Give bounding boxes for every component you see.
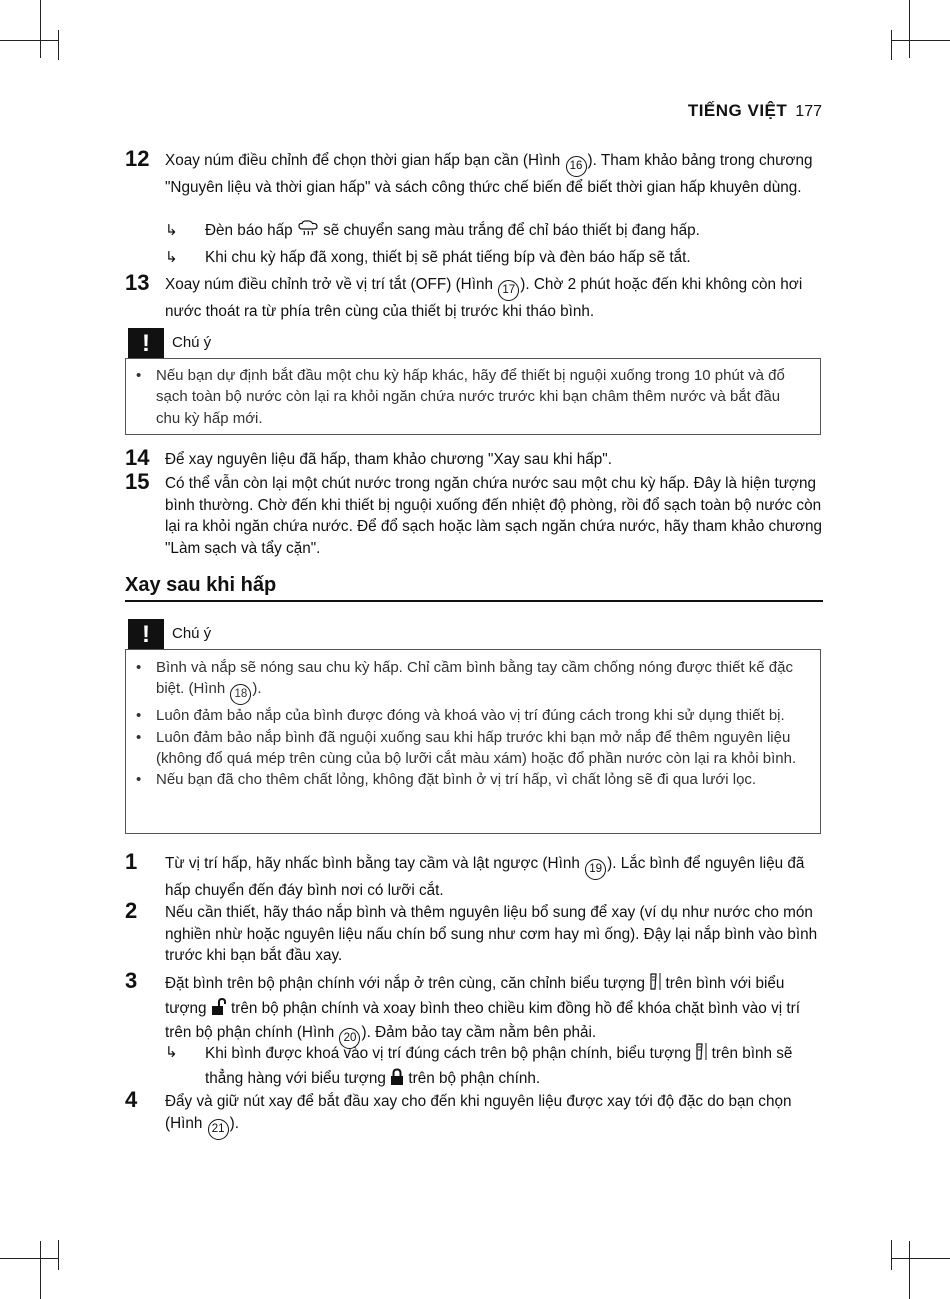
- step-result: ↳ Đèn báo hấp sẽ chuyển sang màu trắng để chỉ báo thiết bị đang hấp.: [165, 220, 825, 245]
- caution-header: [125, 619, 823, 650]
- caution-label: Chú ý: [172, 625, 212, 642]
- figure-ref: 19: [585, 859, 606, 880]
- crop-mark: [0, 1258, 58, 1259]
- step-number: 13: [125, 270, 150, 295]
- lock-icon: [390, 1068, 404, 1093]
- step-text: Đặt bình trên bộ phận chính với nắp ở trên cùng, căn chỉnh biểu tượng trên bình với biểu tượng trên bộ phận chính và xoay bình theo chiều kim đồng hồ để khóa chặt bình vào vị trí trên bộ phận chính (Hình 20 ). Đảm bảo tay cầm nằm bên phải.: [165, 972, 825, 1049]
- crop-mark: [58, 1240, 59, 1270]
- crop-mark: [892, 40, 950, 41]
- caution-box: [125, 358, 821, 435]
- crop-mark: [40, 1241, 41, 1299]
- step-number: 3: [125, 968, 138, 993]
- step-text: Đẩy và giữ nút xay để bắt đầu xay cho đến khi nguyên liệu được xay tới độ đặc do bạn chọn (Hình 21 ).: [165, 1091, 825, 1140]
- caution-item: • Nếu bạn đã cho thêm chất lỏng, không đặt bình ở vị trí hấp, vì chất lỏng sẽ đi qua lưới lọc.: [126, 769, 820, 790]
- jar-align-icon: [649, 972, 661, 998]
- step-text: Xoay núm điều chỉnh trở về vị trí tắt (OFF) (Hình 17 ). Chờ 2 phút hoặc đến khi không còn hơi nước thoát ra từ phía trên cùng của thiết bị trước khi tháo bình.: [165, 276, 803, 320]
- result-arrow-icon: ↳: [165, 249, 178, 266]
- step-15: [125, 469, 825, 559]
- caution-item: • Luôn đảm bảo nắp bình đã nguội xuống sau khi hấp trước khi bạn mở nắp để thêm nguyên liệu (không đổ quá mép trên cùng của bộ lưỡi cắt màu xám) hoặc đổ phần nước còn lại ra khỏi bình.: [126, 727, 820, 770]
- step-result: ↳ Khi chu kỳ hấp đã xong, thiết bị sẽ phát tiếng bíp và đèn báo hấp sẽ tắt.: [165, 247, 825, 269]
- figure-ref: 20: [339, 1028, 360, 1049]
- page-number: 177: [795, 103, 822, 120]
- result-arrow-icon: ↳: [165, 1044, 178, 1061]
- step-number: 4: [125, 1087, 138, 1112]
- figure-ref: 18: [230, 684, 251, 705]
- crop-mark: [58, 30, 59, 60]
- warning-icon: !: [128, 328, 164, 359]
- unlock-icon: [211, 998, 227, 1023]
- figure-ref: 17: [498, 280, 519, 301]
- caution-header: [125, 328, 823, 359]
- caution-item: • Bình và nắp sẽ nóng sau chu kỳ hấp. Chỉ cầm bình bằng tay cầm chống nóng được thiết kế đặc biệt. (Hình 18 ).: [126, 657, 820, 705]
- figure-ref: 16: [566, 156, 587, 177]
- step-number: 14: [125, 445, 150, 470]
- caution-label: Chú ý: [172, 334, 212, 351]
- crop-mark: [891, 1240, 892, 1270]
- step-number: 12: [125, 146, 150, 171]
- step-2: [125, 898, 825, 967]
- step-text: Có thể vẫn còn lại một chút nước trong ngăn chứa nước sau một chu kỳ hấp. Đây là hiện tượng bình thường. Chờ đến khi thiết bị nguội xuống đến nhiệt độ phòng, rồi đổ sạch toàn bộ nước còn lại ra khỏi ngăn chứa nước. Để đổ sạch hoặc làm sạch ngăn chứa nước, hãy tham khảo chương "Làm sạch và tẩy cặn".: [165, 475, 822, 557]
- crop-mark: [0, 40, 58, 41]
- caution-item: • Nếu bạn dự định bắt đầu một chu kỳ hấp khác, hãy để thiết bị nguội xuống trong 10 phút và đổ sạch toàn bộ nước còn lại ra khỏi ngăn chứa nước trước khi bạn châm thêm nước và bắt đầu chu kỳ hấp mới.: [126, 365, 820, 429]
- step-12: [125, 146, 825, 199]
- step-text: Từ vị trí hấp, hãy nhấc bình bằng tay cầm và lật ngược (Hình 19 ). Lắc bình để nguyên liệu đã hấp chuyển đến đáy bình nơi có lưỡi cắt.: [165, 855, 805, 899]
- step-1: [125, 849, 825, 902]
- crop-mark: [891, 30, 892, 60]
- figure-ref: 21: [208, 1119, 229, 1140]
- step-text: Xoay núm điều chỉnh để chọn thời gian hấp bạn cần (Hình 16 ). Tham khảo bảng trong chương "Nguyên liệu và thời gian hấp" và sách công thức chế biến để biết thời gian hấp khuyên dùng.: [165, 152, 813, 196]
- step-number: 2: [125, 898, 138, 923]
- step-3: [125, 968, 825, 1049]
- page-header: [688, 101, 822, 121]
- step-14: [125, 445, 825, 471]
- step-number: 15: [125, 469, 150, 494]
- crop-mark: [909, 1241, 910, 1299]
- step-4: [125, 1087, 825, 1140]
- crop-mark: [40, 0, 41, 58]
- caution-item: • Luôn đảm bảo nắp của bình được đóng và khoá vào vị trí đúng cách trong khi sử dụng thiết bị.: [126, 705, 820, 726]
- result-arrow-icon: ↳: [165, 222, 178, 239]
- language-label: TIẾNG VIỆT: [687, 101, 788, 120]
- step-text: Nếu cần thiết, hãy tháo nắp bình và thêm nguyên liệu bổ sung để xay (ví dụ như nước cho món nghiền nhừ hoặc nguyên liệu nấu chín bổ sung như cơm hay mì ống). Đậy lại nắp bình vào bình trước khi bạn bắt đầu xay.: [165, 904, 818, 964]
- steam-icon: [297, 220, 319, 245]
- crop-mark: [909, 0, 910, 58]
- step-13: [125, 270, 825, 323]
- jar-align-icon: [695, 1042, 707, 1068]
- caution-box: [125, 649, 821, 834]
- crop-mark: [892, 1258, 950, 1259]
- step-result: ↳ Khi bình được khoá vào vị trí đúng cách trên bộ phận chính, biểu tượng trên bình sẽ thẳng hàng với biểu tượng trên bộ phận chính.: [165, 1042, 825, 1092]
- section-title: Xay sau khi hấp: [125, 574, 823, 602]
- step-number: 1: [125, 849, 138, 874]
- step-text: Để xay nguyên liệu đã hấp, tham khảo chương "Xay sau khi hấp".: [165, 451, 612, 468]
- warning-icon: !: [128, 619, 164, 650]
